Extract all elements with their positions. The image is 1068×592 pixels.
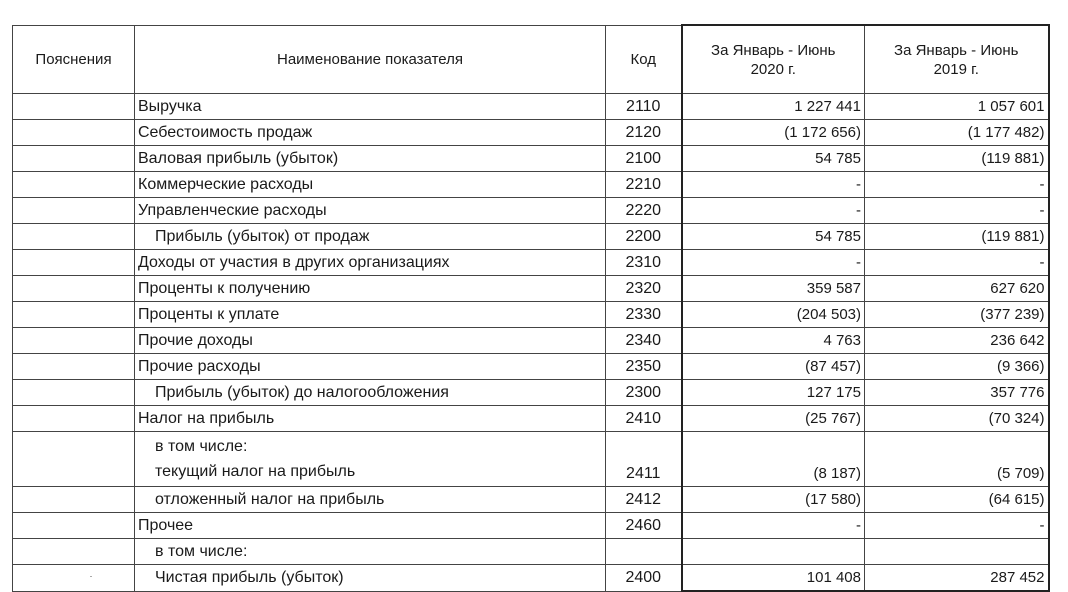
including-label: в том числе:: [155, 438, 248, 455]
table-row: [13, 276, 1049, 302]
income-statement-table: [12, 24, 1050, 592]
indicator-code: 2110: [606, 94, 682, 120]
explanation-cell: [13, 172, 135, 198]
table-row: [13, 539, 1049, 565]
value-current: -: [682, 513, 865, 539]
value-current: 4 763: [682, 328, 865, 354]
indicator-name: Коммерческие расходы: [135, 172, 606, 198]
explanation-cell: [13, 120, 135, 146]
value-previous: 236 642: [865, 328, 1049, 354]
indicator-name: Прибыль (убыток) от продаж: [135, 224, 606, 250]
value-current: 54 785: [682, 146, 865, 172]
table-row: [13, 94, 1049, 120]
explanation-cell: [13, 539, 135, 565]
indicator-code: 2120: [606, 120, 682, 146]
indicator-name: Проценты к получению: [135, 276, 606, 302]
indicator-code: 2460: [606, 513, 682, 539]
value-current: (1 172 656): [682, 120, 865, 146]
header-current-period: [682, 25, 865, 94]
indicator-code: 2220: [606, 198, 682, 224]
value-previous: -: [865, 250, 1049, 276]
table-row: [13, 198, 1049, 224]
indicator-name: Прочее: [135, 513, 606, 539]
indicator-code: 2400: [606, 565, 682, 592]
value-previous: (5 709): [865, 432, 1049, 487]
indicator-code: 2100: [606, 146, 682, 172]
value-current: 101 408: [682, 565, 865, 592]
value-current: -: [682, 250, 865, 276]
indicator-code: 2350: [606, 354, 682, 380]
explanation-cell: [13, 250, 135, 276]
table-row: [13, 406, 1049, 432]
indicator-name: Чистая прибыль (убыток): [135, 565, 606, 592]
value-previous: (9 366): [865, 354, 1049, 380]
value-previous: (70 324): [865, 406, 1049, 432]
explanation-cell: [13, 565, 135, 592]
indicator-code: 2410: [606, 406, 682, 432]
table-row: [13, 487, 1049, 513]
explanation-cell: [13, 198, 135, 224]
explanation-cell: [13, 354, 135, 380]
indicator-name: Себестоимость продаж: [135, 120, 606, 146]
indicator-code: 2210: [606, 172, 682, 198]
explanation-cell: [13, 302, 135, 328]
value-previous: -: [865, 172, 1049, 198]
value-previous: (119 881): [865, 224, 1049, 250]
indicator-name: Управленческие расходы: [135, 198, 606, 224]
value-previous: (377 239): [865, 302, 1049, 328]
header-current-line1: За Январь - Июнь: [711, 41, 836, 59]
header-code: Код: [606, 25, 682, 94]
header-indicator-name: Наименование показателя: [135, 25, 606, 94]
table-row: [13, 513, 1049, 539]
indicator-code: 2412: [606, 487, 682, 513]
indicator-code: 2310: [606, 250, 682, 276]
table-row: [13, 250, 1049, 276]
explanation-cell: [13, 406, 135, 432]
value-current: (87 457): [682, 354, 865, 380]
value-current: (25 767): [682, 406, 865, 432]
indicator-code: 2411: [606, 432, 682, 487]
table-header-row: [13, 25, 1049, 94]
table-row: [13, 120, 1049, 146]
income-statement: [12, 24, 1050, 592]
indicator-code: 2330: [606, 302, 682, 328]
explanation-cell: [13, 487, 135, 513]
explanation-cell: [13, 146, 135, 172]
indicator-code: 2200: [606, 224, 682, 250]
value-previous: 357 776: [865, 380, 1049, 406]
header-previous-line2: 2019 г.: [933, 60, 979, 78]
indicator-name: Прибыль (убыток) до налогообложения: [135, 380, 606, 406]
explanation-cell: [13, 328, 135, 354]
table-row: [13, 302, 1049, 328]
value-current: [682, 539, 865, 565]
value-current: 1 227 441: [682, 94, 865, 120]
indicator-code: 2320: [606, 276, 682, 302]
table-row: [13, 224, 1049, 250]
value-previous: -: [865, 198, 1049, 224]
indicator-name: Прочие доходы: [135, 328, 606, 354]
indicator-code: 2340: [606, 328, 682, 354]
header-previous-period: [865, 25, 1049, 94]
value-current: -: [682, 172, 865, 198]
scan-speck: [90, 576, 92, 577]
indicator-code: [606, 539, 682, 565]
header-explanations: Пояснения: [13, 25, 135, 94]
value-current: (8 187): [682, 432, 865, 487]
indicator-name: текущий налог на прибыль: [155, 463, 356, 480]
indicator-name: Выручка: [135, 94, 606, 120]
table-row: [13, 565, 1049, 592]
explanation-cell: [13, 94, 135, 120]
header-previous-line1: За Январь - Июнь: [894, 41, 1019, 59]
value-previous: 1 057 601: [865, 94, 1049, 120]
explanation-cell: [13, 380, 135, 406]
indicator-name: Налог на прибыль: [135, 406, 606, 432]
table-row: [13, 380, 1049, 406]
explanation-cell: [13, 513, 135, 539]
value-previous: 287 452: [865, 565, 1049, 592]
indicator-name: Проценты к уплате: [135, 302, 606, 328]
value-current: 54 785: [682, 224, 865, 250]
indicator-name: Прочие расходы: [135, 354, 606, 380]
indicator-name-block: [135, 432, 606, 487]
indicator-name: Валовая прибыль (убыток): [135, 146, 606, 172]
table-row: [13, 146, 1049, 172]
table-row: [13, 328, 1049, 354]
table-row: [13, 354, 1049, 380]
explanation-cell: [13, 432, 135, 487]
value-previous: (119 881): [865, 146, 1049, 172]
value-current: (17 580): [682, 487, 865, 513]
table-row: [13, 432, 1049, 487]
value-previous: 627 620: [865, 276, 1049, 302]
explanation-cell: [13, 224, 135, 250]
value-current: 359 587: [682, 276, 865, 302]
value-previous: (1 177 482): [865, 120, 1049, 146]
explanation-cell: [13, 276, 135, 302]
value-previous: [865, 539, 1049, 565]
value-current: 127 175: [682, 380, 865, 406]
indicator-name: Доходы от участия в других организациях: [135, 250, 606, 276]
value-current: -: [682, 198, 865, 224]
table-row: [13, 172, 1049, 198]
indicator-name: в том числе:: [135, 539, 606, 565]
indicator-name: отложенный налог на прибыль: [135, 487, 606, 513]
value-current: (204 503): [682, 302, 865, 328]
value-previous: (64 615): [865, 487, 1049, 513]
value-previous: -: [865, 513, 1049, 539]
indicator-code: 2300: [606, 380, 682, 406]
header-current-line2: 2020 г.: [750, 60, 796, 78]
